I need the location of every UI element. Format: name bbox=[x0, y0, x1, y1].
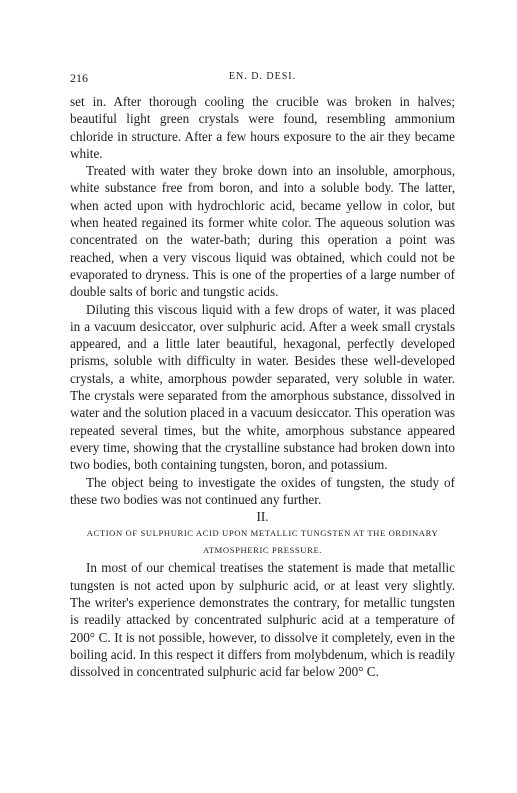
page-number: 216 bbox=[70, 71, 88, 85]
paragraph-desiccator: Diluting this viscous liquid with a few drops of water, it was placed in a vacuum desiccator, over sulphuric acid. After a week small crystals appeared, and a little later beautiful, hexagonal, perfectly developed prisms, soluble with difficulty in water. Besides these well-developed crystals, a white, amorphous powder separated, very soluble in water. The crystals were separated from the amorphous substance, dissolved in water and the solution placed in a vacuum desiccator. This operation was repeated several times, but the white, amorphous substance appeared every time, showing that the crystalline substance had broken down into two bodies, both containing tungsten, boron, and potassium. bbox=[70, 301, 456, 473]
paragraph-object: The object being to investigate the oxides of tungsten, the study of these two bodies was not continued any further. bbox=[70, 474, 455, 507]
paragraph-continuation: set in. After thorough cooling the crucible was broken in halves; beautiful light green crystals were found, resembling ammonium chloride in structure. After a few hours exposure to the air they became white. bbox=[70, 94, 455, 161]
paragraph-sulphuric-acid: In most of our chemical treatises the statement is made that metallic tungsten is not acted upon by sulphuric acid, or at least very slightly. The writer's experience demonstrates the contrary, for metallic tungsten is readily attacked by concentrated sulphuric acid at a temperature of 200° C. It is not possible, however, to dissolve it completely, even in the boiling acid. In this respect it differs from molybdenum, which is readily dissolved in concentrated sulphuric acid far below 200° C. bbox=[70, 560, 455, 680]
section-number: II. bbox=[256, 509, 269, 525]
page-header bbox=[70, 71, 455, 87]
page-body bbox=[70, 93, 455, 681]
section-heading: ACTION OF SULPHURIC ACID UPON METALLIC TUNGSTEN AT THE ORDINARY ATMOSPHERIC PRESSURE. bbox=[86, 528, 439, 556]
running-head: EN. D. DESI. bbox=[228, 71, 297, 82]
paragraph-water-treatment: Treated with water they broke down into an insoluble, amorphous, white substance free from boron, and into a soluble body. The latter, when acted upon with hydrochloric acid, became yellow in color, but when heated regained its former white color. The aqueous solution was concentrated on the water-bath; during this operation a point was reached, when a very viscous liquid was obtained, which could not be evaporated to dryness. This is one of the properties of a large number of double salts of boric and tungstic acids. bbox=[70, 163, 455, 300]
